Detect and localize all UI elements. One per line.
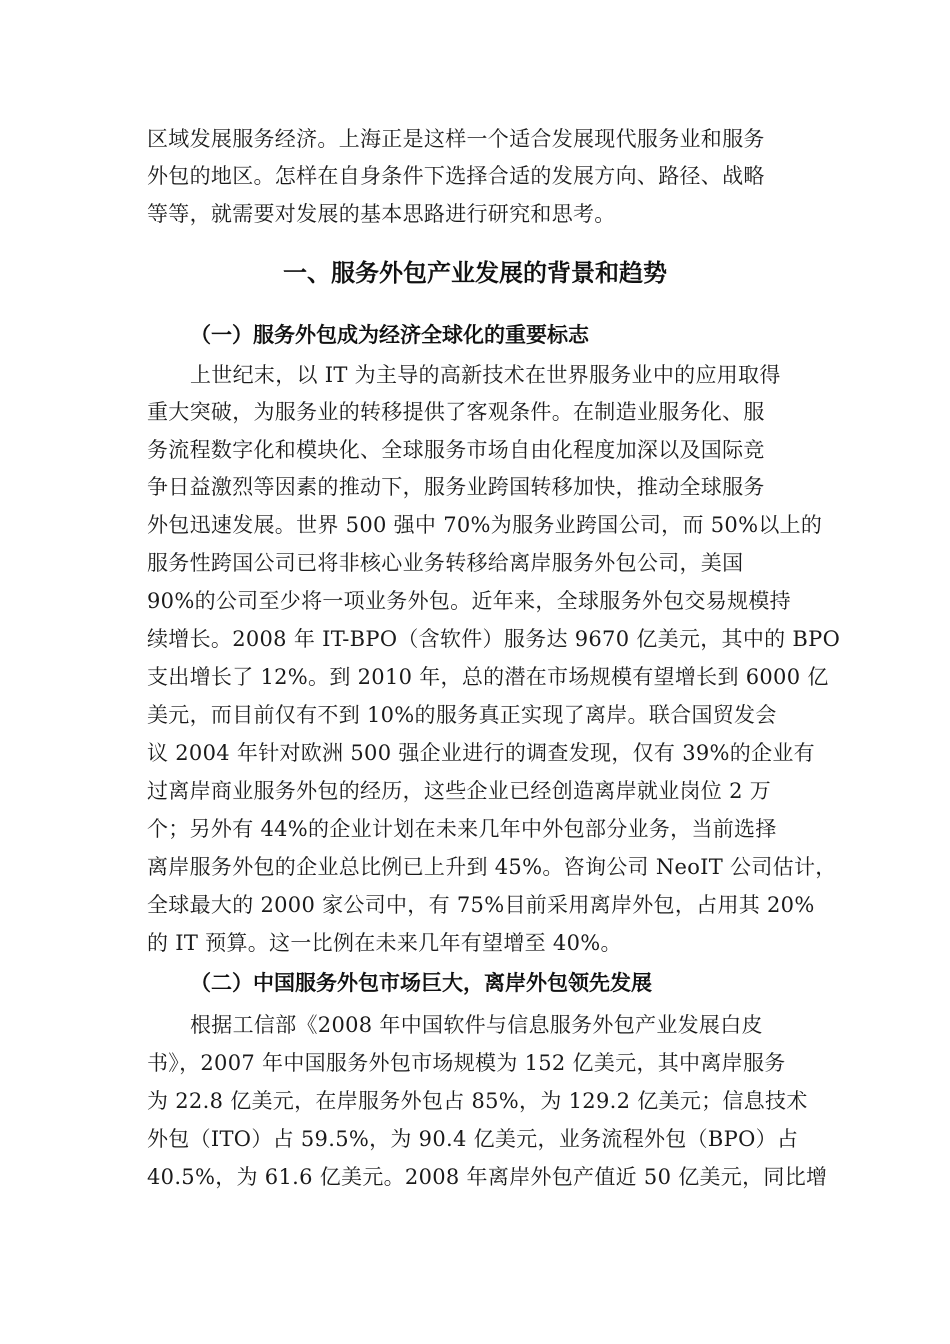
- text-line: 离岸服务外包的企业总比例已上升到 45%。咨询公司 NeoIT 公司估计，: [147, 855, 837, 879]
- text-line: 美元，而目前仅有不到 10%的服务真正实现了离岸。联合国贸发会: [147, 703, 777, 727]
- text-line: 续增长。2008 年 IT-BPO（含软件）服务达 9670 亿美元，其中的 BPO: [147, 627, 841, 651]
- subsection-heading: （二）中国服务外包市场巨大，离岸外包领先发展: [190, 971, 652, 995]
- text-line: 上世纪末，以 IT 为主导的高新技术在世界服务业中的应用取得: [190, 363, 781, 387]
- text-line: 区域发展服务经济。上海正是这样一个适合发展现代服务业和服务: [147, 127, 765, 151]
- text-line: 议 2004 年针对欧洲 500 强企业进行的调查发现，仅有 39%的企业有: [147, 741, 815, 765]
- text-line: 个；另外有 44%的企业计划在未来几年中外包部分业务，当前选择: [147, 817, 777, 841]
- text-line: 的 IT 预算。这一比例在未来几年有望增至 40%。: [147, 931, 622, 955]
- text-line: 务流程数字化和模块化、全球服务市场自由化程度加深以及国际竞: [147, 438, 765, 462]
- text-line: 服务性跨国公司已将非核心业务转移给离岸服务外包公司，美国: [147, 551, 744, 575]
- subsection-heading: （一）服务外包成为经济全球化的重要标志: [190, 323, 589, 347]
- text-line: 支出增长了 12%。到 2010 年，总的潜在市场规模有望增长到 6000 亿: [147, 665, 829, 689]
- text-line: 争日益激烈等因素的推动下，服务业跨国转移加快，推动全球服务: [147, 475, 765, 499]
- section-heading: 一、服务外包产业发展的背景和趋势: [283, 259, 667, 287]
- text-line: 为 22.8 亿美元，在岸服务外包占 85%，为 129.2 亿美元；信息技术: [147, 1089, 808, 1113]
- text-line: 根据工信部《2008 年中国软件与信息服务外包产业发展白皮: [190, 1013, 763, 1037]
- text-line: 重大突破，为服务业的转移提供了客观条件。在制造业服务化、服: [147, 400, 765, 424]
- text-line: 等等，就需要对发展的基本思路进行研究和思考。: [147, 202, 616, 226]
- text-line: 外包迅速发展。世界 500 强中 70%为服务业跨国公司，而 50%以上的: [147, 513, 823, 537]
- text-line: 过离岸商业服务外包的经历，这些企业已经创造离岸就业岗位 2 万: [147, 779, 772, 803]
- text-line: 外包（ITO）占 59.5%，为 90.4 亿美元，业务流程外包（BPO）占: [147, 1127, 799, 1151]
- text-line: 书》，2007 年中国服务外包市场规模为 152 亿美元，其中离岸服务: [147, 1051, 786, 1075]
- text-line: 40.5%，为 61.6 亿美元。2008 年离岸外包产值近 50 亿美元，同比增: [147, 1165, 828, 1189]
- text-line: 90%的公司至少将一项业务外包。近年来，全球服务外包交易规模持: [147, 589, 791, 613]
- text-line: 全球最大的 2000 家公司中，有 75%目前采用离岸外包，占用其 20%: [147, 893, 815, 917]
- text-line: 外包的地区。怎样在自身条件下选择合适的发展方向、路径、战略: [147, 164, 765, 188]
